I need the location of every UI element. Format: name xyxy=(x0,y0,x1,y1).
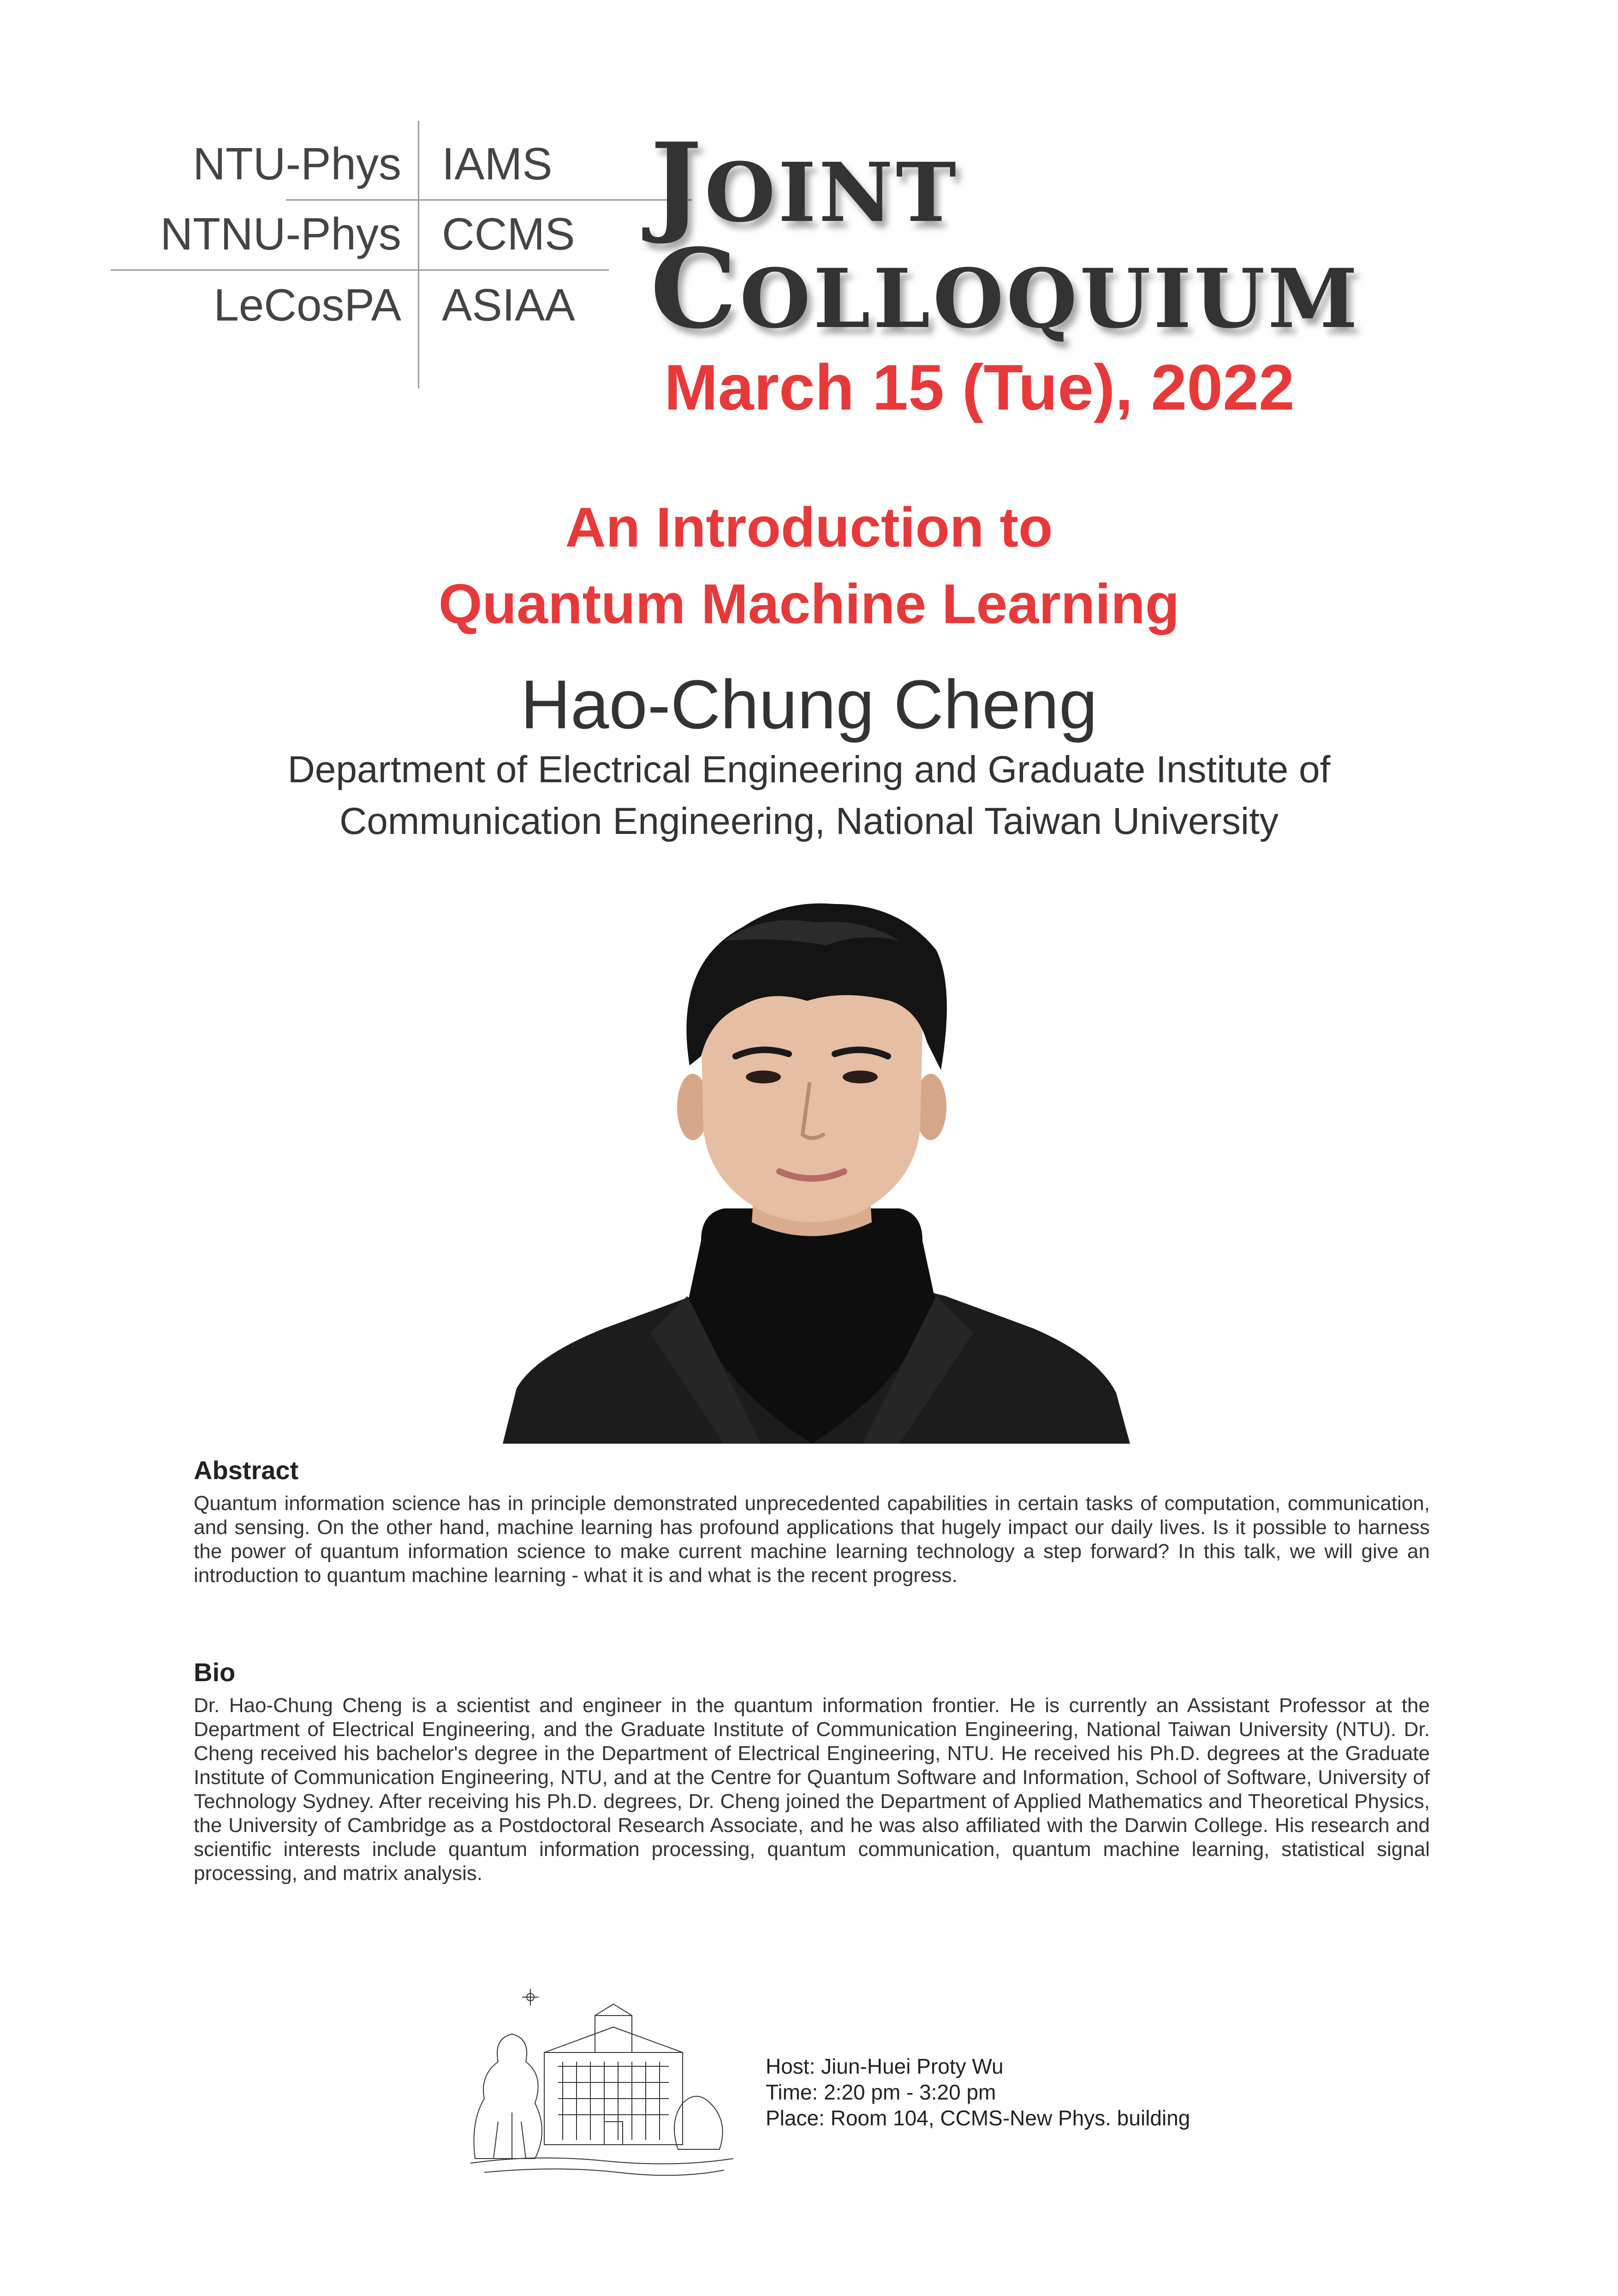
place-line: Place: Room 104, CCMS-New Phys. building xyxy=(766,2106,1190,2130)
talk-title-line2: Quantum Machine Learning xyxy=(438,572,1180,635)
speaker-name: Hao-Chung Cheng xyxy=(520,666,1098,743)
headline-colloquium: COLLOQUIUM xyxy=(650,225,1361,353)
abstract-text: Quantum information science has in principle demonstrated unprecedented capabilities in certain tasks of computation, communication, and sensing. On the other hand, machine learning has profound applications that hugely impact our daily lives. Is it possible to harness the power of quantum information science to make current machine learning technology a step forward? In this talk, we will give an introduction to quantum machine learning - what it is and what is the recent progress. xyxy=(194,1492,1430,1587)
building-sketch-illustration xyxy=(466,1983,738,2186)
speaker-affiliation-line1: Department of Electrical Engineering and Graduate Institute of xyxy=(287,749,1331,791)
organizer-ccms: CCMS xyxy=(442,208,575,259)
talk-title-line1: An Introduction to xyxy=(565,496,1053,559)
abstract-heading: Abstract xyxy=(194,1456,299,1485)
event-date: March 15 (Tue), 2022 xyxy=(664,351,1295,423)
organizer-ntnu-phys: NTNU-Phys xyxy=(160,208,401,259)
organizer-grid xyxy=(111,121,581,388)
speaker-affiliation-line2: Communication Engineering, National Taiwan University xyxy=(339,800,1279,842)
organizer-ntu-phys: NTU-Phys xyxy=(193,138,401,189)
bio-heading: Bio xyxy=(194,1658,236,1687)
organizer-lecospa: LeCosPA xyxy=(214,280,401,330)
event-details xyxy=(766,2053,1190,2131)
host-line: Host: Jiun-Huei Proty Wu xyxy=(766,2054,1004,2078)
bio-text: Dr. Hao-Chung Cheng is a scientist and engineer in the quantum information frontier. He is currently an Assistant Professor at the Department of Electrical Engineering, and the Graduate Institute of Communication Engineering, National Taiwan University (NTU). Dr. Cheng received his bachelor's degree in the Department of Electrical Engineering, NTU. He received his Ph.D. degrees at the Graduate Institute of Communication Engineering, NTU, and at the Centre for Quantum Software and Information, School of Software, University of Technology Sydney. After receiving his Ph.D. degrees, Dr. Cheng joined the Department of Applied Mathematics and Theoretical Physics, the University of Cambridge as a Postdoctoral Research Associate, and he was also affiliated with the Darwin College. His research and scientific interests include quantum information processing, quantum communication, quantum machine learning, statistical signal processing, and matrix analysis. xyxy=(194,1694,1430,1885)
speaker-portrait-photo xyxy=(484,890,1139,1444)
grid-vertical-rule xyxy=(418,121,419,388)
time-line: Time: 2:20 pm - 3:20 pm xyxy=(766,2080,996,2104)
headline-joint: JOINT xyxy=(650,119,959,247)
organizer-iams: IAMS xyxy=(442,138,553,189)
grid-horizontal-rule xyxy=(111,269,609,271)
organizer-asiaa: ASIAA xyxy=(442,280,575,330)
grid-horizontal-rule xyxy=(286,199,692,201)
